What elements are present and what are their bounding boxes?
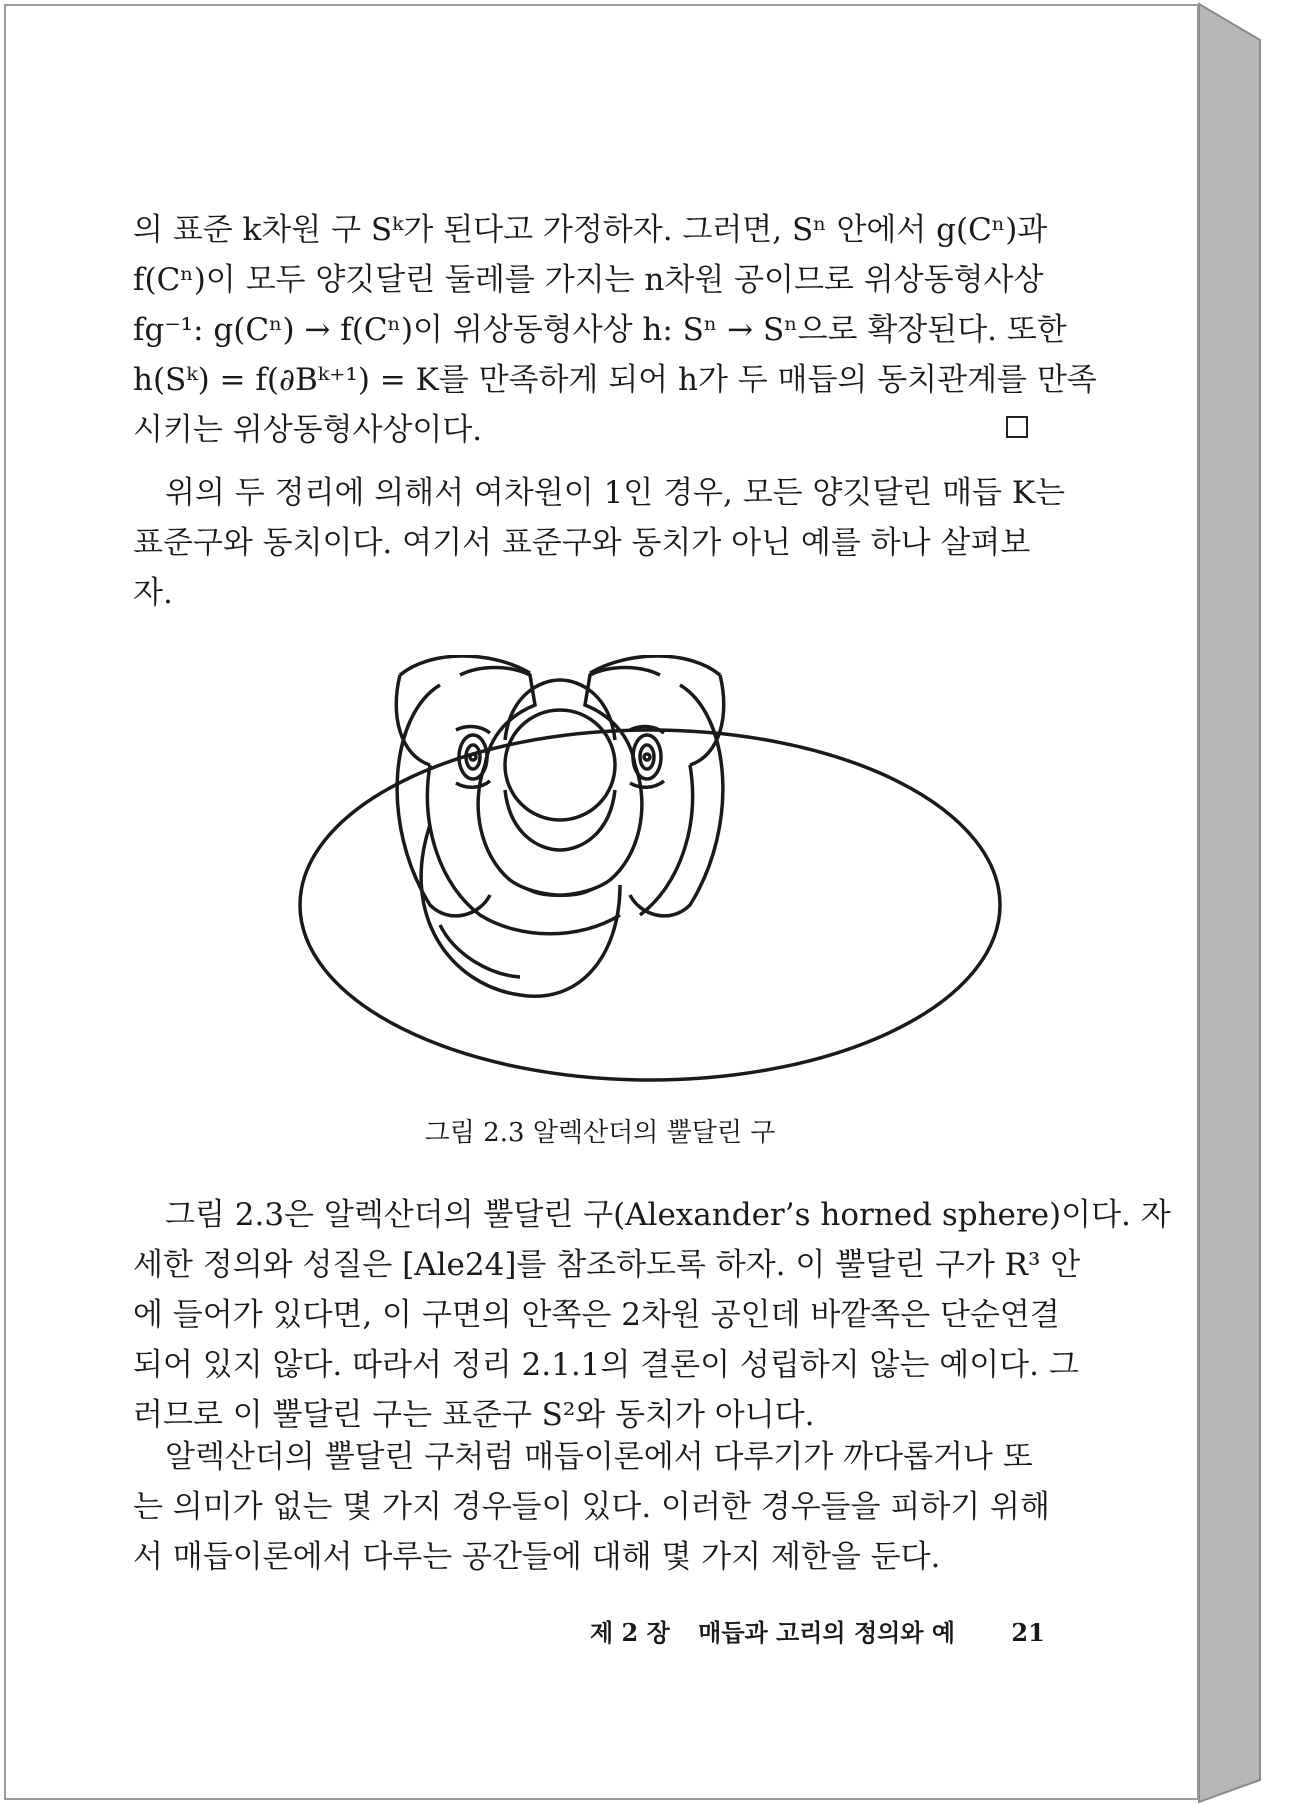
figure-caption: 그림 2.3 알렉산더의 뿔달린 구 <box>424 1118 776 1148</box>
text-line: 러므로 이 뿔달린 구는 표준구 S²와 동치가 아니다. <box>133 1397 815 1433</box>
text-line <box>133 405 1028 455</box>
qed-square-icon <box>1006 416 1028 438</box>
footer-title: 매듭과 고리의 정의와 예 <box>698 1618 956 1647</box>
text-line: 표준구와 동치이다. 여기서 표준구와 동치가 아닌 예를 하나 살펴보 <box>133 525 1031 561</box>
center-hole <box>505 710 615 820</box>
text-line: 의 표준 k차원 구 Sᵏ가 된다고 가정하자. 그러면, Sⁿ 안에서 g(Cⁿ)과 <box>133 212 1048 248</box>
lower-lobe <box>421 825 620 996</box>
left-horn-outer <box>397 685 490 916</box>
paragraph-restrictions <box>133 1432 1050 1582</box>
alexander-horned-sphere-figure <box>280 655 1020 1085</box>
page-footer <box>590 1613 1045 1648</box>
right-horn-arm <box>530 765 642 895</box>
text-line-content: 시키는 위상동형사상이다. <box>133 412 483 448</box>
text-line: 는 의미가 없는 몇 가지 경우들이 있다. 이러한 경우들을 피하기 위해 <box>133 1489 1050 1525</box>
text-line: 세한 정의와 성질은 [Ale24]를 참조하도록 하자. 이 뿔달린 구가 R³ 안 <box>133 1247 1081 1283</box>
text-line: f(Cⁿ)이 모두 양깃달린 둘레를 가지는 n차원 공이므로 위상동형사상 <box>133 262 1044 298</box>
text-line: 위의 두 정리에 의해서 여차원이 1인 경우, 모든 양깃달린 매듭 K는 <box>165 475 1065 511</box>
text-line: 에 들어가 있다면, 이 구면의 안쪽은 2차원 공인데 바깥쪽은 단순연결 <box>133 1297 1060 1333</box>
text-line: 되어 있지 않다. 따라서 정리 2.1.1의 결론이 성립하지 않는 예이다. 그 <box>133 1347 1079 1383</box>
text-line: h(Sᵏ) = f(∂Bᵏ⁺¹) = K를 만족하게 되어 h가 두 매듭의 동치관계를 만족 <box>133 362 1097 398</box>
footer-chapter: 제 2 장 <box>590 1618 670 1647</box>
text-line: fg⁻¹: g(Cⁿ) → f(Cⁿ)이 위상동형사상 h: Sⁿ → Sⁿ으로 확장된다. 또한 <box>133 312 1067 348</box>
page-number: 21 <box>1011 1618 1045 1647</box>
text-line: 서 매듭이론에서 다루는 공간들에 대해 몇 가지 제한을 둔다. <box>133 1539 941 1575</box>
paragraph-intro-example <box>133 468 1065 618</box>
paragraph-horned-sphere <box>133 1190 1171 1440</box>
left-horn-arm <box>478 765 590 895</box>
right-horn-outer <box>630 685 723 916</box>
text-line: 그림 2.3은 알렉산더의 뿔달린 구(Alexander’s horned sphere)이다. 자 <box>165 1197 1171 1233</box>
text-line: 자. <box>133 575 173 611</box>
text-line: 알렉산더의 뿔달린 구처럼 매듭이론에서 다루기가 까다롭거나 또 <box>165 1439 1033 1475</box>
paragraph-proof-end <box>133 205 1097 455</box>
